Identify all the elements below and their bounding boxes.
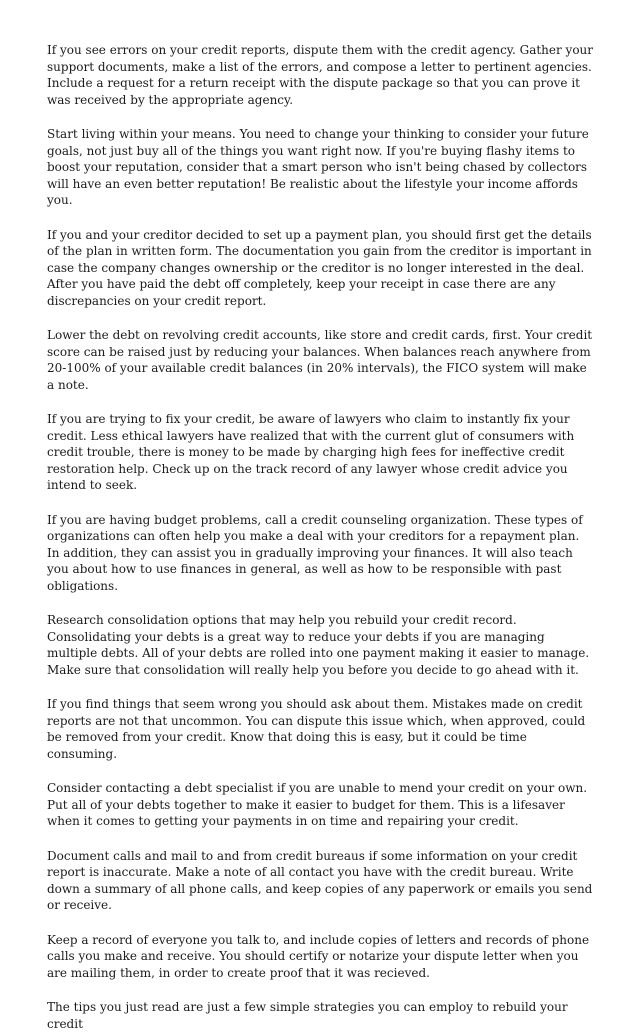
paragraph-dispute-errors: If you see errors on your credit reports, dispute them with the credit agency. Gather your support documents, make a list of the errors, and compose a letter to pertinent agencies. Include a request for a return receipt with the dispute package so that you can prove it was received by the appropriate agency.: [47, 43, 594, 107]
paragraph-closing: The tips you just read are just a few simple strategies you can employ to rebuild your credit: [47, 1000, 568, 1031]
paragraph-keep-records: Keep a record of everyone you talk to, and include copies of letters and records of phone calls you make and receive. You should certify or notarize your dispute letter when you are mailing them, in order to create proof that it was recieved.: [47, 932, 590, 980]
paragraph-payment-plan: If you and your creditor decided to set up a payment plan, you should first get the details of the plan in written form. The documentation you gain from the creditor is important in case the company changes ownership or the creditor is no longer interested in the deal. After you have paid the debt off completely, keep your receipt in case there are any discrepancies on your credit report.: [47, 227, 592, 308]
paragraph-ask-about-mistakes: If you find things that seem wrong you should ask about them. Mistakes made on credit reports are not that uncommon. You can dispute this issue which, when approved, could be removed from your credit. Know that doing this is easy, but it could be time consuming.: [47, 697, 586, 761]
paragraph-lawyers-warning: If you are trying to fix your credit, be aware of lawyers who claim to instantly fix your credit. Less ethical lawyers have realized that with the current glut of consumers with credit trouble, there is money to be made by charging high fees for ineffective credit restoration help. Check up on the track record of any lawyer whose credit advice you intend to seek.: [47, 412, 575, 492]
paragraph-credit-counseling: If you are having budget problems, call a credit counseling organization. These types of organizations can often help you make a deal with your creditors for a repayment plan. In addition, they can assist you in gradually improving your finances. It will also teach you about how to use finances in general, as well as how to be responsible with past obligations.: [47, 512, 583, 593]
paragraph-revolving-credit: Lower the debt on revolving credit accounts, like store and credit cards, first. Your credit score can be raised just by reducing your balances. When balances reach anywhere from 20-100% of your available credit balances (in 20% intervals), the FICO system will make a note.: [47, 328, 593, 392]
paragraph-living-within-means: Start living within your means. You need to change your thinking to consider your future goals, not just buy all of the things you want right now. If you're buying flashy items to boost your reputation, consider that a smart person who isn't being chased by collectors will have an even better reputation! Be realistic about the lifestyle your income affords you.: [47, 127, 589, 207]
paragraph-consolidation: Research consolidation options that may help you rebuild your credit record. Consolidating your debts is a great way to reduce your debts if you are managing multiple debts. All of your debts are rolled into one payment making it easier to manage. Make sure that consolidation will really help you before you decide to go ahead with it.: [47, 613, 590, 677]
document-page: [47, 42, 595, 1032]
paragraph-debt-specialist: Consider contacting a debt specialist if you are unable to mend your credit on your own. Put all of your debts together to make it easier to budget for them. This is a lifesaver when it comes to getting your payments in on time and repairing your credit.: [47, 781, 588, 828]
paragraph-document-calls: Document calls and mail to and from credit bureaus if some information on your credit report is inaccurate. Make a note of all contact you have with the credit bureau. Write down a summary of all phone calls, and keep copies of any paperwork or emails you send or receive.: [47, 848, 593, 912]
